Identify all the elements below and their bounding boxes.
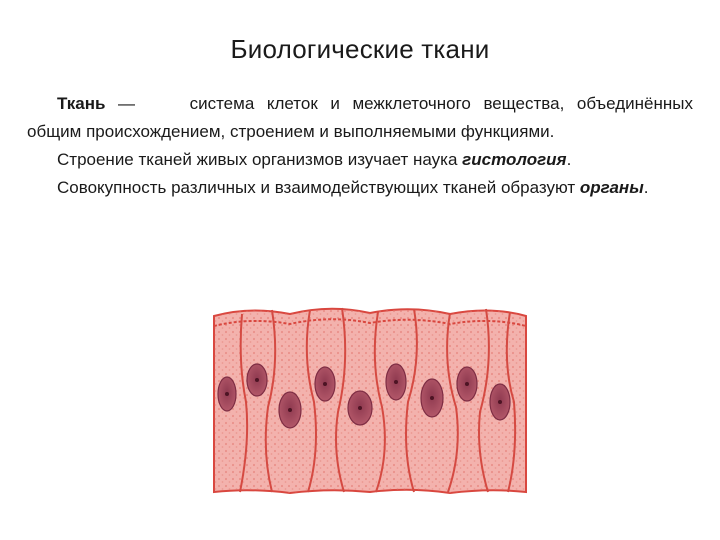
histology-paragraph (27, 146, 693, 174)
term-tissue: Ткань (57, 94, 106, 113)
slide-title: Биологические ткани (230, 34, 490, 64)
term-histology: гистология (462, 150, 567, 169)
organs-text: Совокупность различных и взаимодействующих тканей образуют (57, 178, 580, 197)
definition-text: система клеток и межклеточного вещества, объединённых общим происхождением, строением и выполняемыми функциями. (27, 94, 693, 141)
organs-paragraph (27, 174, 693, 202)
epithelial-tissue-illustration (210, 302, 530, 497)
body-text (27, 90, 693, 202)
definition-paragraph (27, 90, 693, 146)
definition-dash: — (105, 94, 148, 113)
histology-end: . (566, 150, 572, 169)
organs-end: . (643, 178, 649, 197)
histology-text: Строение тканей живых организмов изучает наука (57, 150, 463, 169)
term-organs: органы (579, 178, 644, 197)
